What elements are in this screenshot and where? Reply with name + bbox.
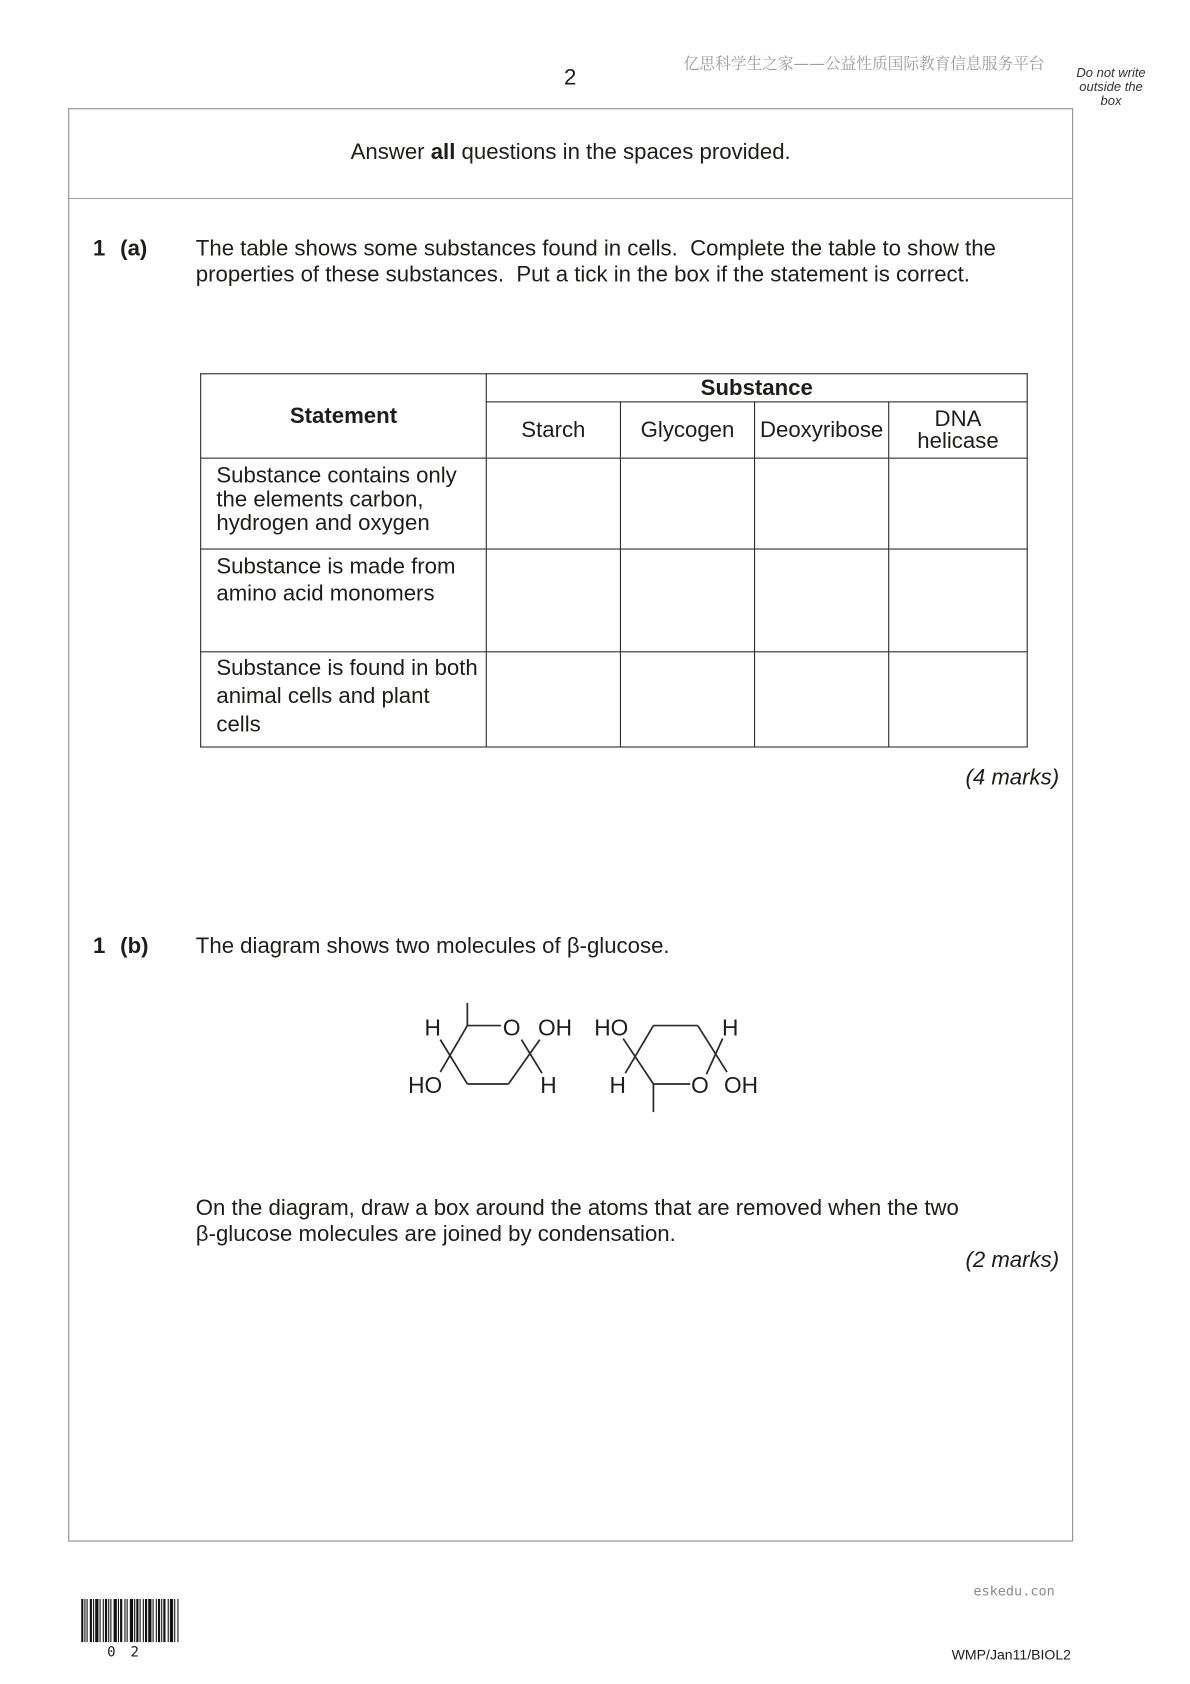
barcode-bar <box>136 1599 138 1642</box>
question-text-line: The table shows some substances found in cells. Complete the table to show the <box>195 235 996 261</box>
barcode-bar <box>163 1599 165 1642</box>
question-text-line: On the diagram, draw a box around the atoms that are removed when the two <box>195 1195 959 1221</box>
barcode-bar <box>100 1599 101 1642</box>
barcode-bar <box>87 1599 88 1642</box>
page-number: 2 <box>563 64 577 90</box>
atom-label: HO <box>408 1072 443 1099</box>
barcode-bar <box>124 1599 125 1642</box>
table-header-row <box>201 374 1028 402</box>
question-1a-text <box>196 236 996 288</box>
tick-box-starch[interactable] <box>486 458 620 549</box>
substance-starch-header: Starch <box>486 402 620 458</box>
barcode-bar <box>130 1599 133 1642</box>
answer-box <box>68 108 1073 1541</box>
margin-note-line: outside the <box>1079 78 1143 95</box>
atom-label: OH <box>537 1014 573 1041</box>
paper-reference: WMP/Jan11/BIOL2 <box>951 1646 1071 1663</box>
barcode-bar <box>127 1599 128 1642</box>
substance-dna-helicase-header: DNA helicase <box>889 402 1028 458</box>
atom-label: H <box>424 1014 441 1041</box>
question-text-line: properties of these substances. Put a tick in the box if the statement is correct. <box>195 261 970 287</box>
tick-box-deoxyribose[interactable] <box>755 549 889 652</box>
barcode-bar <box>134 1599 135 1642</box>
barcode-bar <box>145 1599 147 1642</box>
table-row <box>201 652 1028 747</box>
barcode-bar <box>158 1599 160 1642</box>
atom-label: O <box>502 1014 521 1041</box>
atom-label: OH <box>724 1072 759 1099</box>
instruction-suffix: questions in the spaces provided. <box>455 139 791 165</box>
barcode-bar <box>156 1599 157 1642</box>
barcode <box>81 1599 178 1642</box>
barcode-bar <box>170 1599 173 1642</box>
barcode-bar <box>153 1599 154 1642</box>
instruction-emphasis: all <box>430 139 456 165</box>
substance-table <box>200 373 1028 747</box>
substance-header: Substance <box>486 374 1027 402</box>
barcode-bar <box>108 1599 109 1642</box>
statement-cell: Substance is found in both animal cells and plant cells <box>201 652 487 747</box>
barcode-bar <box>105 1599 107 1642</box>
tick-box-dna-helicase[interactable] <box>889 458 1028 549</box>
ring-bond <box>623 1039 653 1084</box>
margin-note-line: box <box>1100 93 1122 109</box>
marks-1a: (4 marks) <box>965 764 1060 790</box>
tick-box-dna-helicase[interactable] <box>889 549 1028 652</box>
atom-label: HO <box>594 1014 629 1041</box>
barcode-bar <box>161 1599 162 1642</box>
site-watermark: eskedu.con <box>973 1582 1055 1599</box>
barcode-bar <box>177 1599 178 1642</box>
watermark-text: 亿思科学生之家——公益性质国际教育信息服务平台 <box>683 56 1045 74</box>
barcode-bar <box>143 1599 144 1642</box>
tick-box-glycogen[interactable] <box>620 652 754 747</box>
marks-1b: (2 marks) <box>965 1247 1060 1273</box>
ring-bond <box>521 1040 542 1074</box>
beta-glucose-diagram <box>400 995 773 1119</box>
header-divider <box>68 198 1073 199</box>
substance-glycogen-header: Glycogen <box>620 402 754 458</box>
tick-box-dna-helicase[interactable] <box>889 652 1028 747</box>
barcode-bar <box>120 1599 122 1642</box>
barcode-bar <box>90 1599 92 1642</box>
ring-bond <box>440 1026 467 1073</box>
barcode-bar <box>148 1599 151 1642</box>
tick-box-glycogen[interactable] <box>620 458 754 549</box>
atom-label: O <box>691 1072 709 1099</box>
tick-box-deoxyribose[interactable] <box>755 458 889 549</box>
statement-header: Statement <box>201 374 487 458</box>
margin-note-line: Do not write <box>1076 64 1146 81</box>
barcode-bar <box>81 1599 83 1642</box>
statement-cell: Substance contains only the elements carbon, hydrogen and oxygen <box>201 458 487 549</box>
statement-cell: Substance is made from amino acid monomers <box>201 549 487 652</box>
barcode-bar <box>114 1599 117 1642</box>
atom-label: H <box>722 1014 739 1041</box>
barcode-bar <box>140 1599 141 1642</box>
question-1b-text: The diagram shows two molecules of β-glucose. <box>195 933 670 959</box>
margin-note <box>1062 66 1159 108</box>
molecule-1 <box>408 1003 572 1098</box>
tick-box-starch[interactable] <box>486 549 620 652</box>
general-instruction <box>68 140 1073 166</box>
molecule-2 <box>594 1015 758 1112</box>
barcode-bar <box>103 1599 104 1642</box>
barcode-bar <box>118 1599 119 1642</box>
question-number-1a: 1 (a) <box>93 235 148 261</box>
atom-label: H <box>609 1072 626 1099</box>
tick-box-starch[interactable] <box>486 652 620 747</box>
substance-deoxyribose-header: Deoxyribose <box>755 402 889 458</box>
barcode-digits: 0 2 <box>107 1644 143 1661</box>
barcode-bar <box>93 1599 94 1642</box>
barcode-bar <box>168 1599 169 1642</box>
table-row <box>201 458 1028 549</box>
question-text-line: β-glucose molecules are joined by condensation. <box>195 1221 676 1247</box>
question-number-1b: 1 (b) <box>93 933 149 959</box>
atom-label: H <box>540 1072 557 1099</box>
tick-box-deoxyribose[interactable] <box>755 652 889 747</box>
question-1b-instruction <box>196 1195 959 1247</box>
instruction-prefix: Answer <box>350 139 431 165</box>
barcode-bar <box>174 1599 175 1642</box>
barcode-bar <box>95 1599 98 1642</box>
barcode-bar <box>84 1599 85 1642</box>
barcode-bar <box>110 1599 111 1642</box>
table-row <box>201 549 1028 652</box>
tick-box-glycogen[interactable] <box>620 549 754 652</box>
ring-bond <box>440 1040 467 1084</box>
